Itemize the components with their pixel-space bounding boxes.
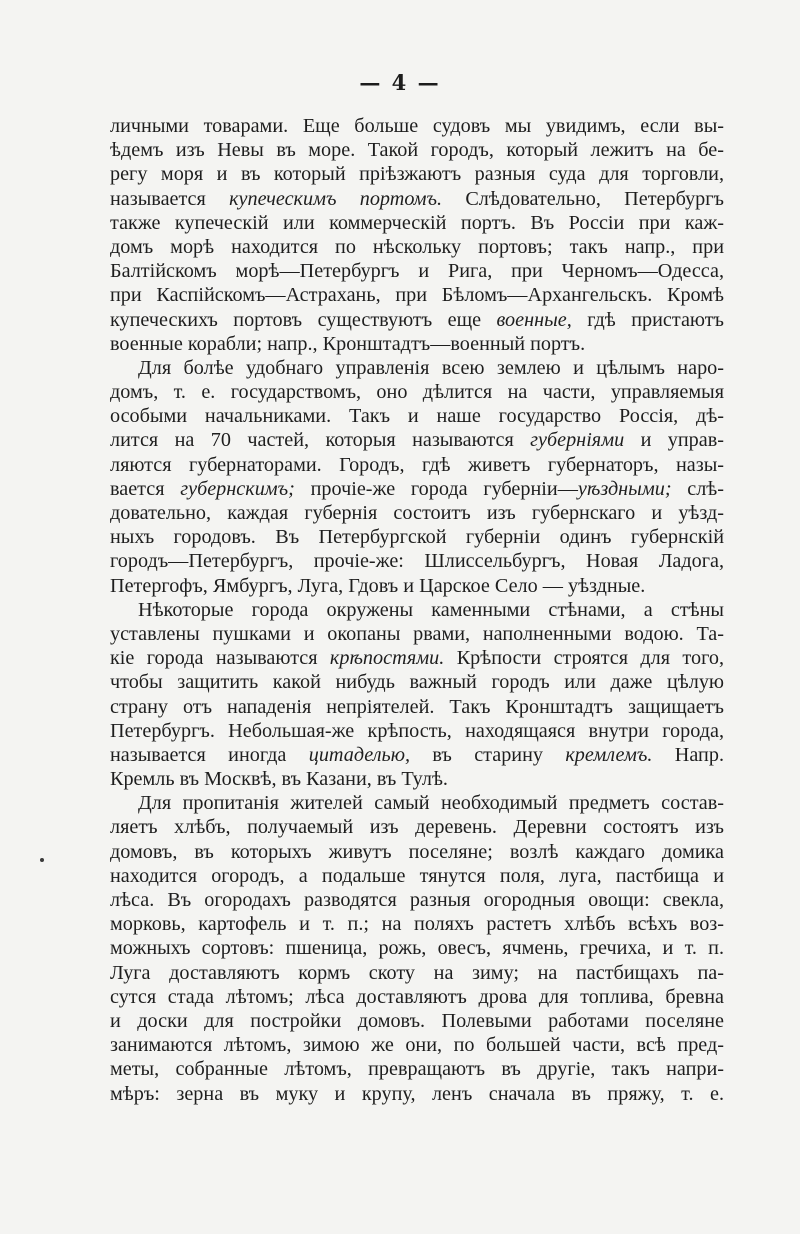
text-run: чтобы защитить какой нибудь важный городъ или даже цѣлую	[110, 671, 724, 694]
text-line	[110, 283, 724, 307]
text-line	[110, 1033, 724, 1057]
text-run: ляются губернаторами. Городъ, гдѣ живетъ губернаторъ, назы-	[110, 453, 724, 476]
text-run: Петербургъ. Небольшая-же крѣпость, находящаяся внутри города,	[110, 719, 724, 742]
text-run: домъ морѣ находится по нѣскольку портовъ; такъ напр., при	[110, 235, 724, 258]
text-run: домовъ, въ которыхъ живутъ поселяне; возлѣ каждаго домика	[110, 840, 724, 863]
text-run: занимаются лѣтомъ, зимою же они, по большей части, всѣ пред-	[110, 1034, 724, 1057]
text-run: регу моря и въ который пріѣзжаютъ разныя суда для торговли,	[110, 163, 724, 186]
italic-term: купеческимъ портомъ.	[229, 187, 443, 210]
text-run: прочіе-же города губерніи—	[294, 477, 578, 500]
text-run: лится на 70 частей, которыя называются	[110, 429, 531, 452]
text-run: Для пропитанія жителей самый необходимый предметъ состав-	[138, 792, 724, 815]
text-run: ѣдемъ изъ Невы въ море. Такой городъ, который лежитъ на бе-	[110, 139, 724, 162]
text-run: Кремль въ Москвѣ, въ Казани, въ Тулѣ.	[110, 768, 448, 791]
text-line	[110, 767, 724, 791]
text-line	[110, 864, 724, 888]
text-line	[110, 332, 724, 356]
text-run: Нѣкоторые города окружены каменными стѣнами, а стѣны	[138, 598, 724, 621]
text-line	[110, 477, 724, 501]
italic-term: кремлемъ.	[565, 743, 653, 766]
text-run: сутся стада лѣтомъ; лѣса доставляютъ дрова для топлива, бревна	[110, 985, 724, 1008]
text-line	[110, 985, 724, 1009]
text-line	[110, 719, 724, 743]
text-run: уставлены пушками и окопаны рвами, наполненными водою. Та-	[110, 622, 724, 645]
text-run: страну отъ нападенія непріятелей. Такъ Кронштадтъ защищаетъ	[110, 695, 724, 718]
text-run: Луга доставляютъ кормъ скоту на зиму; на пастбищахъ па-	[110, 961, 724, 984]
text-line	[110, 356, 724, 380]
text-line	[110, 791, 724, 815]
text-line	[110, 840, 724, 864]
text-line	[110, 646, 724, 670]
text-run: морковь, картофель и т. п.; на поляхъ растетъ хлѣбъ всѣхъ воз-	[110, 913, 724, 936]
text-run: слѣ-	[671, 477, 724, 500]
text-run: Петергофъ, Ямбургъ, Луга, Гдовъ и Царское Село — уѣздные.	[110, 574, 646, 597]
text-line	[110, 380, 724, 404]
text-run: Напр.	[652, 743, 724, 766]
page-number: — 4 —	[359, 70, 441, 95]
text-run: городъ—Петербургъ, прочіе-же: Шлиссельбургъ, Новая Ладога,	[110, 550, 724, 573]
text-run: домъ, т. е. государствомъ, оно дѣлится на части, управляемыя	[110, 381, 724, 404]
body-text	[110, 114, 724, 1106]
text-run: ляетъ хлѣбъ, получаемый изъ деревень. Деревни состоятъ изъ	[110, 816, 724, 839]
text-run: мѣръ: зерна въ муку и крупу, ленъ сначала въ пряжу, т. е.	[110, 1082, 724, 1105]
text-line	[110, 1082, 724, 1106]
text-run: купеческихъ портовъ существуютъ еще	[110, 308, 497, 331]
text-line	[110, 598, 724, 622]
text-run: ныхъ городовъ. Въ Петербургской губерніи одинъ губернскій	[110, 526, 724, 549]
text-run: кіе города называются	[110, 647, 330, 670]
text-line	[110, 525, 724, 549]
text-line	[110, 1057, 724, 1081]
text-run: также купеческій или коммерческій портъ. Въ Россіи при каж-	[110, 211, 724, 234]
text-run: военные корабли; напр., Кронштадтъ—военный портъ.	[110, 332, 586, 355]
text-line	[110, 888, 724, 912]
text-run: Крѣпости строятся для того,	[444, 647, 724, 670]
text-line	[110, 815, 724, 839]
text-line	[110, 428, 724, 452]
text-run: Для болѣе удобнаго управленія всею землею и цѣлымъ наро-	[138, 356, 724, 379]
italic-term: уѣздными;	[577, 477, 672, 500]
text-run: и управ-	[624, 429, 724, 452]
text-line	[110, 308, 724, 332]
text-line	[110, 1009, 724, 1033]
text-line	[110, 695, 724, 719]
text-line	[110, 936, 724, 960]
text-line	[110, 211, 724, 235]
text-line	[110, 162, 724, 186]
italic-term: губернскимъ;	[180, 477, 295, 500]
text-line	[110, 235, 724, 259]
print-speck	[40, 858, 44, 862]
text-run: при Каспійскомъ—Астрахань, при Бѣломъ—Архангельскъ. Кромѣ	[110, 284, 724, 307]
italic-term: военные,	[496, 308, 572, 331]
text-run: и доски для постройки домовъ. Полевыми работами поселяне	[110, 1009, 724, 1032]
text-line	[110, 114, 724, 138]
text-run: особыми начальниками. Такъ и наше государство Россія, дѣ-	[110, 405, 724, 428]
text-line	[110, 404, 724, 428]
text-line	[110, 961, 724, 985]
text-run: вается	[110, 477, 181, 500]
text-line	[110, 187, 724, 211]
text-run: можныхъ сортовъ: пшеница, рожь, овесъ, ячмень, гречиха, и т. п.	[110, 937, 724, 960]
text-line	[110, 670, 724, 694]
text-line	[110, 501, 724, 525]
text-line	[110, 549, 724, 573]
text-run: находится огородъ, а подальше тянутся поля, луга, пастбища и	[110, 864, 724, 887]
italic-term: крѣпостями.	[329, 647, 445, 670]
text-run: Балтійскомъ морѣ—Петербургъ и Рига, при Черномъ—Одесса,	[110, 260, 724, 283]
text-run: гдѣ пристаютъ	[571, 308, 724, 331]
text-run: въ старину	[410, 743, 566, 766]
text-run: довательно, каждая губернія состоитъ изъ губернскаго и уѣзд-	[110, 502, 724, 524]
text-run: лѣса. Въ огородахъ разводятся разныя огородныя овощи: свекла,	[110, 889, 724, 911]
text-line	[110, 574, 724, 598]
text-line	[110, 138, 724, 162]
text-run: меты, собранные лѣтомъ, превращаютъ въ другіе, такъ напри-	[110, 1058, 724, 1081]
text-line	[110, 259, 724, 283]
text-run: Слѣдовательно, Петербургъ	[442, 187, 724, 210]
text-line	[110, 743, 724, 767]
text-run: личными товарами. Еще больше судовъ мы увидимъ, если вы-	[110, 115, 724, 137]
italic-term: губерніями	[530, 429, 625, 452]
italic-term: цитаделью,	[308, 743, 411, 766]
text-line	[110, 622, 724, 646]
text-run: называется	[110, 187, 230, 210]
text-run: называется иногда	[110, 743, 309, 766]
text-line	[110, 912, 724, 936]
text-line	[110, 453, 724, 477]
